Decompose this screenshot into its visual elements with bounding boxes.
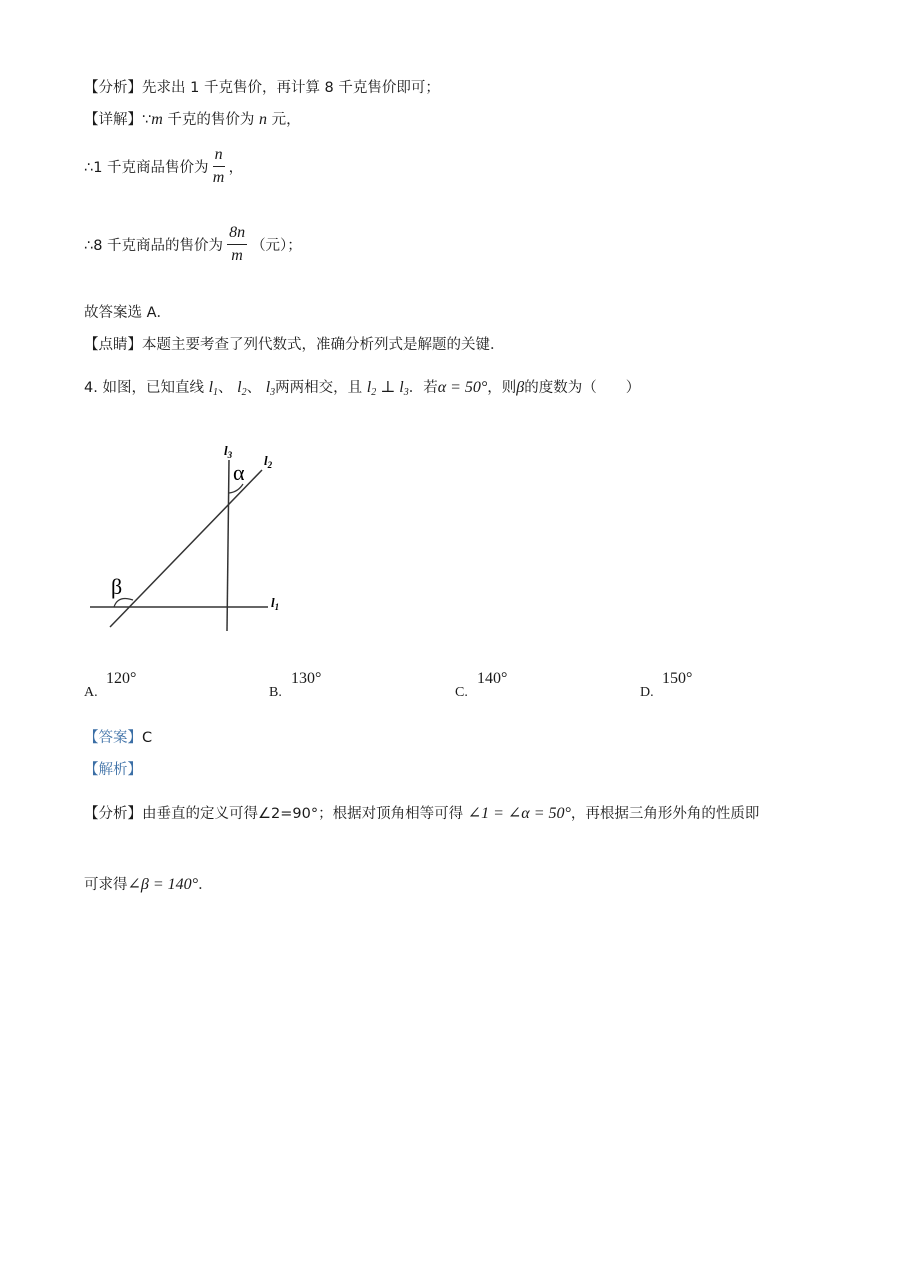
answer-line (84, 728, 152, 748)
line-l1: $l_1$ (208, 379, 219, 398)
label-beta: β (111, 574, 123, 599)
detail-mid: 千克的售价为 (162, 112, 260, 128)
analysis2-line (84, 804, 759, 824)
analysis2-tag: 【分析】 (84, 806, 142, 822)
analysis2-text1: 由垂直的定义可得∠2=90°；根据对顶角相等可得 (142, 806, 464, 822)
fraction-numerator: n (213, 146, 225, 167)
analysis-text: 先求出 1 千克售价，再计算 8 千克售价即可； (142, 80, 440, 96)
fraction-denominator: m (212, 169, 225, 186)
fraction-8n-over-m (227, 224, 247, 265)
geometry-figure (80, 440, 320, 640)
detail-tag: 【详解】 (84, 112, 142, 128)
question-tail: 的度数为（ ） (524, 380, 641, 396)
beta-symbol: β (516, 379, 525, 396)
step1-line (84, 146, 243, 187)
option-a-letter: A. (84, 685, 98, 700)
separator: 、 (246, 380, 262, 396)
line-l3: $l_3$ (265, 379, 276, 398)
question-line (84, 378, 640, 403)
angle-equation-1: ∠1 = ∠α = 50° (467, 805, 571, 822)
angle-equation-2: ∠β = 140° (127, 876, 199, 893)
option-a-value: 120° (106, 670, 137, 687)
perp-expression: $l_2$ ⊥ $l_3$ (366, 379, 409, 398)
option-b[interactable] (269, 670, 322, 701)
fraction-numerator: 8n (227, 224, 247, 245)
comment-line (84, 335, 505, 355)
detail-line (84, 110, 301, 130)
detail-tail: 元， (267, 112, 301, 128)
option-c-letter: C. (455, 685, 468, 700)
line-l2: $l_2$ (237, 379, 247, 398)
analysis2-text2: ，再根据三角形外角的性质即 (570, 806, 760, 822)
option-a[interactable] (84, 670, 137, 701)
option-d-letter: D. (640, 685, 654, 700)
question-then: ，则 (487, 380, 517, 396)
comment-tag: 【点睛】 (84, 337, 142, 353)
line-l3-drawing (227, 460, 229, 631)
label-l1: $l_1$ (271, 595, 280, 612)
label-l2: $l_2$ (264, 453, 273, 470)
option-b-letter: B. (269, 685, 282, 700)
answer-value: C (142, 730, 153, 746)
option-c[interactable] (455, 670, 508, 701)
comment-text: 本题主要考查了列代数式，准确分析列式是解题的关键． (142, 337, 505, 353)
option-d-value: 150° (662, 670, 693, 687)
analysis2-line2-prefix: 可求得 (84, 877, 128, 893)
var-m: m (151, 111, 163, 128)
step1-suffix: ， (228, 160, 244, 176)
option-d[interactable] (640, 670, 693, 701)
fraction-denominator: m (231, 247, 243, 264)
alpha-equation: α = 50° (437, 379, 488, 396)
analysis-tag: 【分析】 (84, 80, 142, 96)
line-l2-drawing (110, 470, 262, 627)
conclusion-line: 故答案选 A． (84, 305, 172, 321)
question-prefix: 4. 如图，已知直线 (84, 380, 204, 396)
solution-tag: 【解析】 (84, 762, 142, 778)
because-symbol: ∵ (142, 112, 152, 128)
question-dot: ．若 (408, 380, 438, 396)
question-mid: 两两相交，且 (275, 380, 363, 396)
step2-prefix: ∴8 千克商品的售价为 (84, 238, 224, 254)
step1-prefix: ∴1 千克商品售价为 (84, 160, 209, 176)
analysis2-line2-suffix: ． (198, 877, 213, 893)
label-l3: $l_3$ (224, 443, 233, 460)
option-c-value: 140° (477, 670, 508, 687)
step2-line (84, 224, 302, 265)
step2-suffix: （元）； (251, 238, 302, 254)
var-n: n (259, 111, 268, 128)
answer-tag: 【答案】 (84, 730, 142, 746)
analysis-line (84, 78, 440, 98)
option-b-value: 130° (291, 670, 322, 687)
label-alpha: α (233, 460, 245, 485)
analysis2-line2 (84, 875, 213, 895)
fraction-n-over-m (213, 146, 225, 187)
separator: 、 (218, 380, 233, 396)
